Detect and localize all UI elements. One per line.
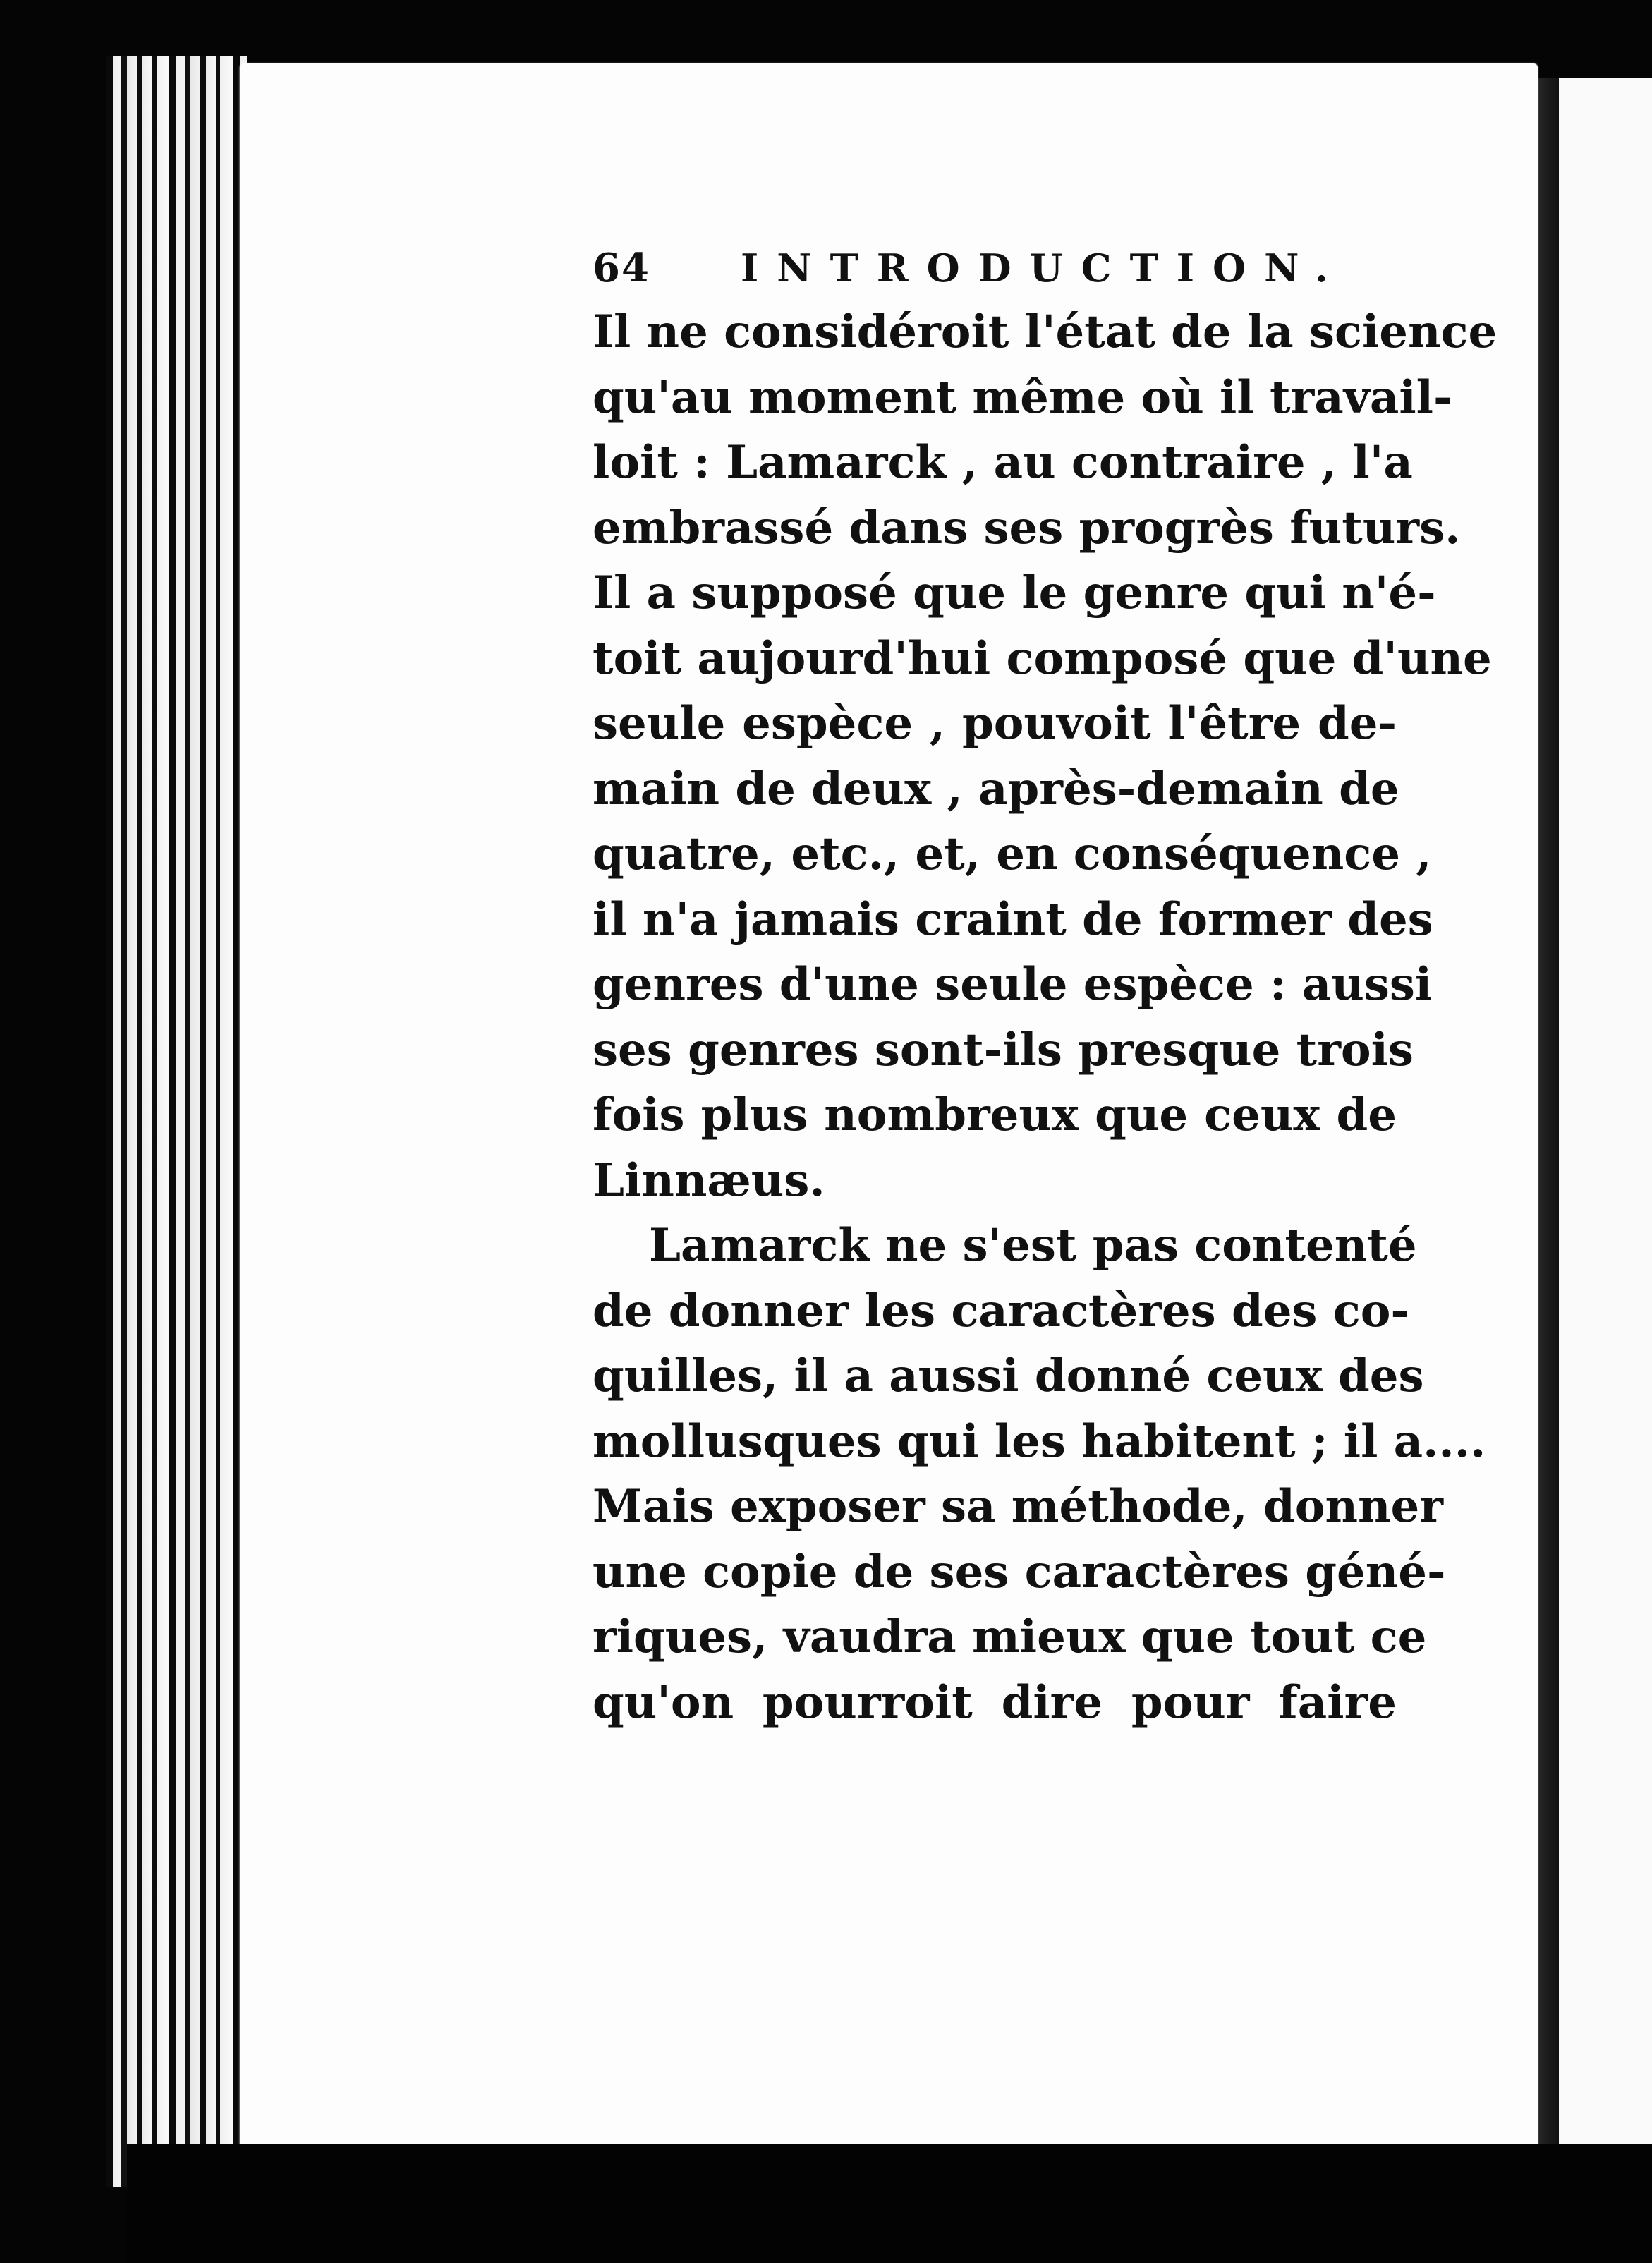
text-line: Mais exposer sa méthode, donner xyxy=(593,1480,1443,1533)
text-line: Il ne considéroit l'état de la science xyxy=(593,305,1498,358)
text-line: riques, vaudra mieux que tout ce xyxy=(593,1610,1427,1663)
page-number: 64 xyxy=(593,245,650,291)
text-line: quilles, il a aussi donné ceux des xyxy=(593,1349,1424,1402)
text-line: qu'on pourroit dire pour faire xyxy=(593,1675,1397,1729)
text-line: loit : Lamarck , au contraire , l'a xyxy=(593,436,1413,489)
text-line: quatre, etc., et, en conséquence , xyxy=(593,827,1432,880)
text-line: main de deux , après-demain de xyxy=(593,762,1399,815)
facing-page-edge xyxy=(1559,78,1652,2159)
text-line: genres d'une seule espèce : aussi xyxy=(593,958,1433,1011)
scan-bottom-border xyxy=(127,2144,1652,2263)
text-line: fois plus nombreux que ceux de xyxy=(593,1088,1397,1141)
text-line: il n'a jamais craint de former des xyxy=(593,892,1433,946)
page-text-block xyxy=(593,236,1498,1735)
running-head xyxy=(593,236,1397,300)
text-line: seule espèce , pouvoit l'être de- xyxy=(593,697,1397,750)
page-edges xyxy=(106,56,247,2187)
text-line: ses genres sont-ils presque trois xyxy=(593,1023,1414,1076)
text-line: une copie de ses caractères géné- xyxy=(593,1545,1446,1598)
text-line: Il a supposé que le genre qui n'é- xyxy=(593,566,1436,619)
text-line: toit aujourd'hui composé que d'une xyxy=(593,631,1492,685)
text-line: Lamarck ne s'est pas contenté xyxy=(649,1219,1417,1272)
text-line: de donner les caractères des co- xyxy=(593,1284,1409,1337)
text-line: qu'au moment même où il travail- xyxy=(593,370,1452,424)
text-line: embrassé dans ses progrès futurs. xyxy=(593,501,1461,554)
text-line: mollusques qui les habitent ; il a.... xyxy=(593,1414,1486,1468)
running-title: INTRODUCTION. xyxy=(741,245,1347,291)
text-line: Linnæus. xyxy=(593,1153,825,1207)
